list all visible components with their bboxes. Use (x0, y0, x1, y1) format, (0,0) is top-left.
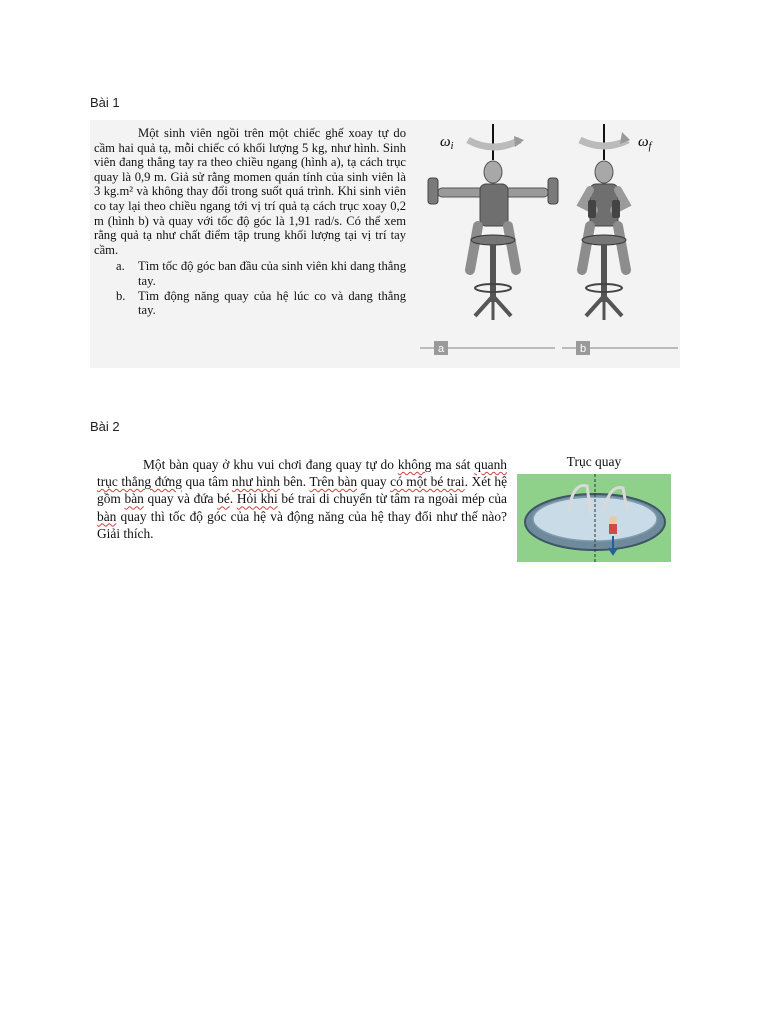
axis-label: Trục quay (566, 454, 622, 469)
question-mark: a. (116, 259, 125, 274)
paragraph-text-segment: quay (357, 474, 391, 490)
question-item (116, 288, 406, 318)
paragraph-text-segment: bé trai di chuyển từ tâm ra ngoài mép của (277, 491, 508, 507)
paragraph-text-segment: quay và đứa (143, 491, 218, 507)
panel-a-label: a (437, 343, 445, 355)
problem1-paragraph: Một sinh viên ngồi trên một chiếc ghế xoay tự do cầm hai quả tạ, mỗi chiếc có khối lượng 5 kg, như hình. Sinh viên đang thẳng tay ra theo chiều ngang (hình a), tạ cách trục quay là 0,9 m. Giả sử rằng momen quán tính của sinh viên là 3 kg.m² và không thay đổi trong suốt quá trình. Khi sinh viên co tay lại theo chiều ngang tới vị trí quả tạ cách trục xoay 0,2 m (hình b) và quay với tốc độ góc là 1,91 rad/s. Có thể xem rằng quả tạ như chất điểm tập trung khối lượng tại vị trí tay cầm. (94, 126, 406, 257)
question-mark: b. (116, 288, 126, 303)
problem1-heading: Bài 1 (90, 95, 120, 110)
spellcheck-underlined-text: bàn (124, 491, 144, 507)
problem1-text (94, 126, 406, 318)
spellcheck-underlined-text: quanh trục thẳng đứng (97, 457, 508, 490)
spellcheck-underlined-text: như hình (231, 474, 280, 490)
panel-b-label: b (579, 343, 587, 355)
spellcheck-underlined-text: bàn (97, 508, 117, 524)
paragraph-text-segment: . Xét hệ gồm (97, 474, 508, 507)
problem1-block (90, 120, 680, 368)
paragraph-text-segment: bên. (279, 474, 310, 490)
paragraph-text-segment: . (229, 491, 237, 507)
problem2-paragraph (97, 456, 507, 542)
spellcheck-underlined-text: không (397, 457, 432, 472)
problem1-questions (94, 259, 406, 317)
rotating-chair-figure (420, 120, 680, 368)
question-text: Tìm tốc độ góc ban đầu của sinh viên khi dang thẳng tay. (138, 259, 406, 288)
figure-a-student-arms-extended (420, 124, 558, 355)
figure-b-student-arms-pulled-in (562, 124, 678, 355)
problem2-text (97, 456, 507, 542)
paragraph-text-segment: ma sát (431, 457, 475, 472)
paragraph-text-segment: Một bàn quay ở khu vui chơi đang quay tự do (143, 457, 398, 472)
paragraph-text-segment: quay thì tốc độ góc của hệ và động năng của hệ thay đổi như thế nào? Giải thích. (97, 508, 507, 541)
spellcheck-underlined-text: bé (217, 491, 230, 507)
omega-f-label: $\omega_f$ (638, 134, 652, 152)
merry-go-round-figure (517, 452, 671, 564)
omega-i-label: $\omega_i$ (440, 134, 454, 152)
paragraph-text-segment: qua tâm (181, 474, 232, 490)
spellcheck-underlined-text: Hỏi khi (236, 491, 278, 507)
spellcheck-underlined-text: có một bé trai (390, 474, 465, 490)
question-item (116, 259, 406, 288)
problem2-heading: Bài 2 (90, 419, 120, 434)
question-text: Tìm động năng quay của hệ lúc co và dang thẳng tay. (138, 288, 406, 318)
spellcheck-underlined-text: Trên bàn (309, 474, 358, 490)
